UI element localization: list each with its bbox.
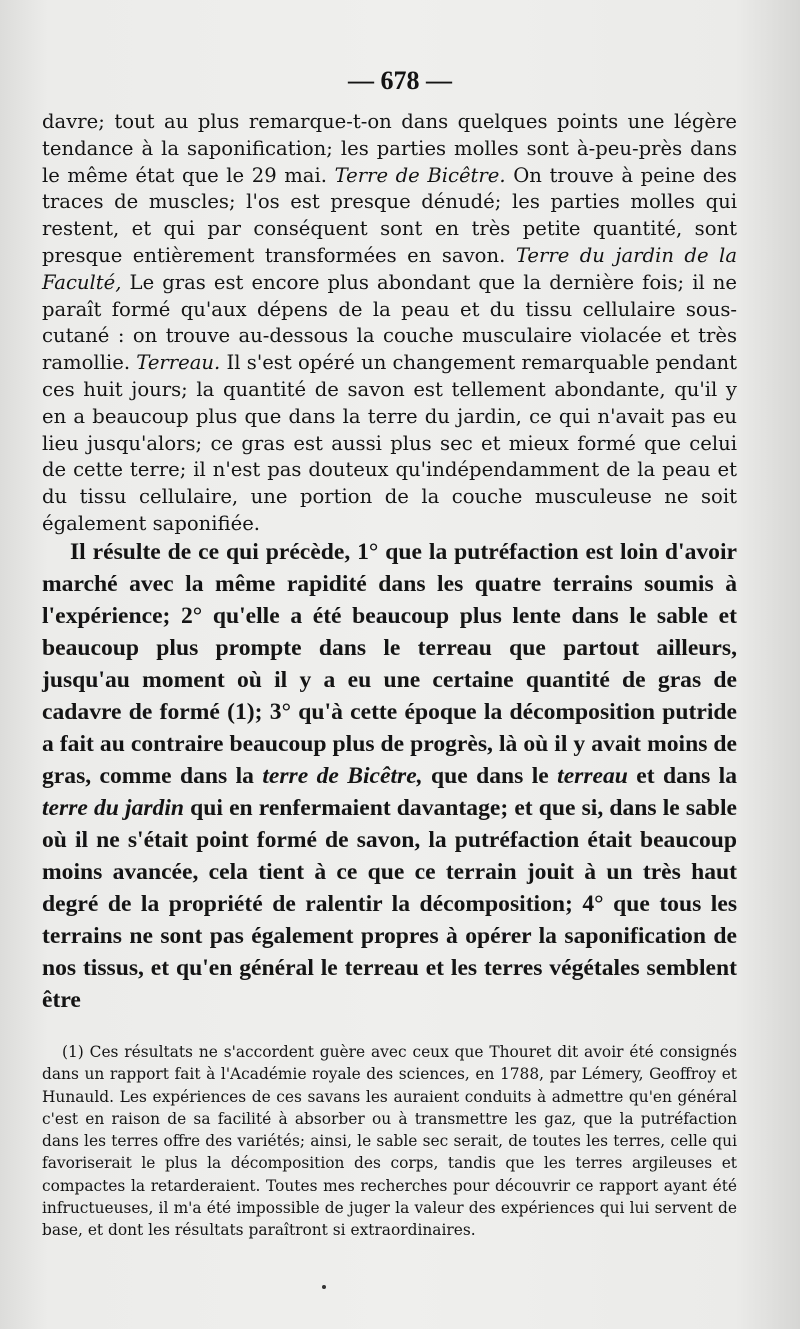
p2-italic-3: terre du jardin	[42, 795, 185, 821]
p1-text-2: On trouve à peine des traces de muscles; l'os est presque dénudé; les parties molles qui restent, et qui par conséquent sont en très petite quantité, sont presque entièrement transformées en savon.	[42, 163, 737, 267]
p2-text-2: que dans le	[422, 763, 558, 789]
p1-text-3: Le gras est encore plus abondant que la dernière fois; il ne paraît formé qu'aux dépens de la peau et du tissu cellulaire sous-cutané : on trouve au-dessous la couche musculaire violacée et très ramollie.	[42, 270, 737, 375]
p2-text-1: Il résulte de ce qui précède, 1° que la putréfaction est loin d'avoir marché avec la même rapidité dans les quatre terrains soumis à l'expérience; 2° qu'elle a été beaucoup plus lente dans le sable et beaucoup plus prompte dans le terreau que partout ailleurs, jusqu'au moment où il y a eu une certaine quantité de gras de cadavre de formé (1); 3° qu'à cette époque la décomposition putride a fait au contraire beaucoup plus de progrès, là où il y avait moins de gras, comme dans la	[42, 539, 737, 789]
p1-text-1: davre; tout au plus remarque-t-on dans quelques points une légère tendance à la saponification; les parties molles sont à-peu-près dans le même état que le 29 mai.	[42, 110, 737, 187]
p1-italic-1: Terre de Bicêtre.	[334, 163, 506, 187]
footnote: (1) Ces résultats ne s'accordent guère avec ceux que Thouret dit avoir été consignés dans un rapport fait à l'Académie royale des sciences, en 1788, par Lémery, Geoffroy et Hunauld. Les expériences de ces savans les auraient conduits à admettre qu'en général c'est en raison de sa facilité à absorber ou à transmettre les gaz, que la putréfaction dans les terres offre des variétés; ainsi, le sable sec serait, de toutes les terres, celle qui favoriserait le plus la décomposition des corps, tandis que les terres argileuses et compactes la retarderaient. Toutes mes recherches pour découvrir ce rapport ayant été infructueuses, il m'a été impossible de juger la valeur des expériences qui lui servent de base, et dont les résultats paraîtront si extraordinaires.	[42, 1043, 737, 1240]
p1-italic-3: Terreau.	[136, 351, 221, 375]
ink-dot	[322, 1285, 326, 1289]
page-number: — 678 —	[348, 66, 452, 95]
p1-italic-2: Terre du jardin de la Faculté,	[42, 243, 738, 294]
p2-text-4: qui en renfermaient davantage; et que si, dans le sable où il ne s'était point formé de savon, la putréfaction était beaucoup moins avancée, cela tient à ce que ce terrain jouit à un très haut degré de la propriété de ralentir la décomposition; 4° que tous les terrains ne sont pas également propres à opérer la saponification de nos tissus, et qu'en général le terreau et les terres végétales semblent être	[42, 795, 737, 1013]
paragraph-conclusions	[42, 536, 737, 1016]
p2-text-3: et dans la	[627, 763, 737, 789]
p1-text-4: Il s'est opéré un changement remarquable pendant ces huit jours; la quantité de savon est tellement abondante, qu'il y en a beaucoup plus que dans la terre du jardin, ce qui n'avait pas eu lieu jusqu'alors; ce gras est aussi plus sec et mieux formé que celui de cette terre; il n'est pas douteux qu'indépendamment de la peau et du tissu cellulaire, une portion de la couche musculeuse ne soit également saponifiée.	[42, 351, 738, 535]
p2-italic-2: terreau	[557, 763, 628, 789]
paragraph-continuation	[42, 109, 737, 538]
p2-italic-1: terre de Bicêtre,	[262, 763, 423, 789]
